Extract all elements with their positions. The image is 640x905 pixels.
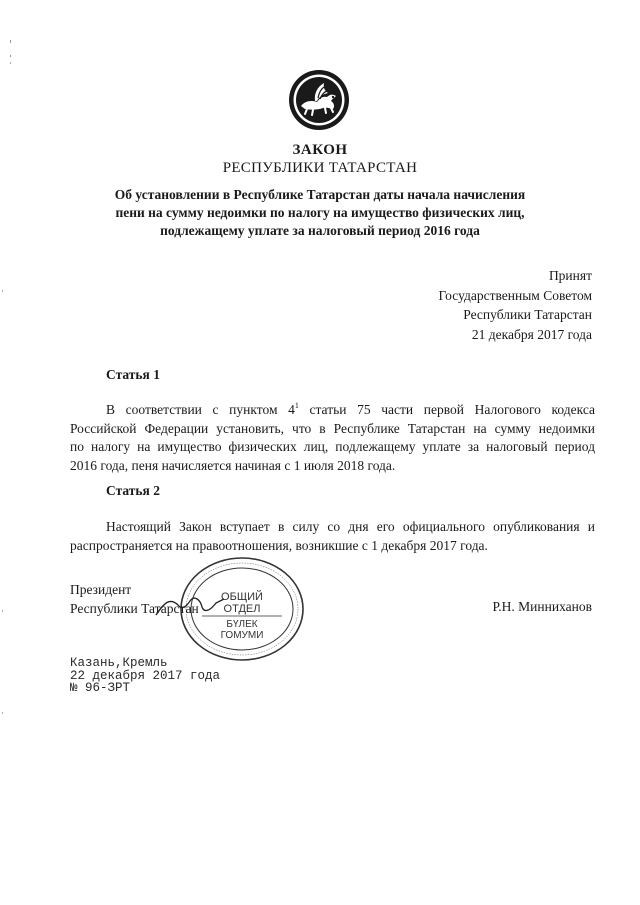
adoption-block: [439, 266, 592, 344]
paragraph-line: 2016 года, пеня начисляется начиная с 1 июля 2018 года.: [70, 457, 396, 473]
adoption-line: Принят: [548, 268, 592, 283]
paragraph-line: Российской Федерации установить, что в Республике Татарстан на сумму недоимки: [70, 420, 595, 436]
paragraph-line: [70, 401, 595, 420]
law-number: № 96-ЗРТ: [70, 681, 131, 695]
position-line: Президент: [70, 582, 132, 597]
article-2-text: [70, 518, 595, 555]
document-title: [0, 186, 640, 240]
text-run: В соответствии с пунктом 4: [106, 402, 295, 417]
superscript: 1: [294, 401, 299, 410]
title-line: Об установлении в Республике Татарстан даты начала начисления: [114, 187, 526, 202]
article-2-heading: Статья 2: [106, 483, 160, 498]
stamp-line: ГОМУМИ: [220, 630, 264, 641]
title-line: пени на сумму недоимки по налогу на имущество физических лиц,: [115, 205, 525, 220]
paragraph-line: распространяется на правоотношения, возникшие с 1 декабря 2017 года.: [70, 537, 488, 553]
paragraph-line: по налогу на имущество физических лиц, подлежащему уплате за налоговый период: [70, 439, 595, 454]
signing-date: 22 декабря 2017 года: [70, 668, 221, 683]
article-1-heading: Статья 1: [106, 367, 160, 382]
tatarstan-emblem-icon: [287, 68, 351, 132]
stamp-line: ОБЩИЙ: [221, 591, 263, 603]
adoption-line: Государственным Советом: [438, 287, 592, 303]
article-1-text: [70, 401, 595, 475]
paragraph-line: Настоящий Закон вступает в силу со дня его официального опубликования и: [106, 519, 595, 534]
adoption-line: Республики Татарстан: [463, 307, 592, 322]
stamp-line: ОТДЕЛ: [223, 603, 261, 615]
title-line: подлежащему уплате за налоговый период 2016 года: [160, 223, 480, 238]
position-line: Республики Татарстан: [70, 601, 199, 616]
document-type: ЗАКОН: [292, 142, 348, 158]
document-footer: [70, 657, 220, 695]
signatory-name: Р.Н. Минниханов: [492, 599, 592, 614]
text-run: статьи 75 части первой Налогового кодекса: [298, 402, 595, 417]
document-issuer: РЕСПУБЛИКИ ТАТАРСТАН: [222, 160, 418, 176]
stamp-line: БҮЛЕК: [226, 619, 258, 630]
adoption-date: 21 декабря 2017 года: [471, 326, 592, 342]
signing-place: Казань,Кремль: [70, 656, 168, 670]
handwritten-signature: [150, 585, 230, 625]
